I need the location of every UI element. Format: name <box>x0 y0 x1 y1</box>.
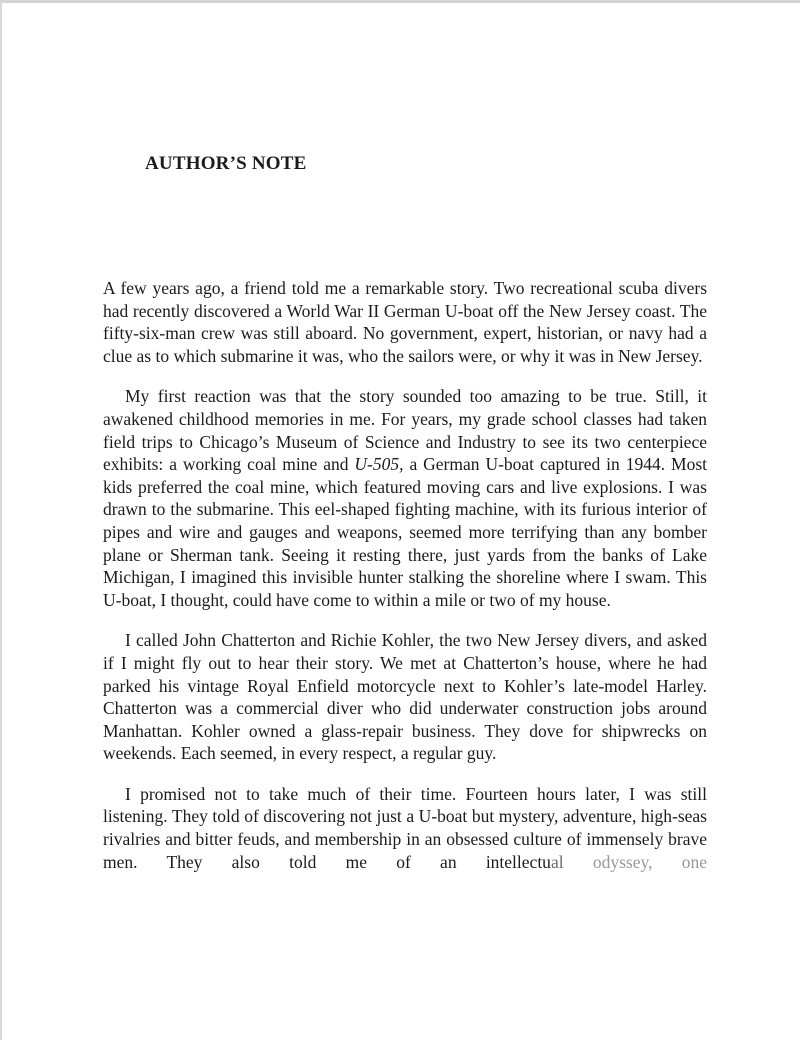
text-segment: I promised not to take much of their time. Fourteen hours later, I was still listening. They told of discovering not just a U-boat but mystery, adventure, high-seas rivalries and bitter feuds, and membership in an obsessed culture of immensely brave men. They also told me of an intellectu <box>103 783 707 872</box>
paragraph <box>103 629 707 765</box>
text-segment: A few years ago, a friend told me a remarkable story. Two recreational scuba divers had recently discovered a World War II German U-boat off the New Jersey coast. The fifty-six-man crew was still aboard. No government, expert, historian, or navy had a clue as to which submarine it was, who the sailors were, or why it was in New Jersey. <box>103 278 707 366</box>
text-segment-italic: U-505, <box>354 454 404 475</box>
text-segment: My first reaction was that the story sounded too amazing to be true. Still, it awakened childhood memories in me. For years, my grade school classes had taken field trips to Chicago’s Museum of Science and Industry to see its two centerpiece exhibits: a working coal mine and <box>103 386 707 475</box>
text-segment: I called John Chatterton and Richie Kohler, the two New Jersey divers, and asked if I might fly out to hear their story. We met at Chatterton’s house, where he had parked his vintage Royal Enfield motorcycle next to Kohler’s late-model Harley. Chatterton was a commercial diver who did underwater construction jobs around Manhattan. Kohler owned a glass-repair business. They dove for shipwrecks on weekends. Each seemed, in every respect, a regular guy. <box>103 630 707 764</box>
page-content <box>2 3 800 873</box>
page-heading: AUTHOR’S NOTE <box>145 153 307 174</box>
page-body <box>103 277 707 873</box>
text-segment-fade-mid: al <box>550 851 564 872</box>
paragraph <box>103 783 707 873</box>
text-segment-fade: odyssey, one <box>563 851 707 872</box>
text-segment: a German U-boat captured in 1944. Most kids preferred the coal mine, which featured moving cars and live explosions. I was drawn to the submarine. This eel-shaped fighting machine, with its furious interior of pipes and wire and gauges and weapons, seemed more terrifying than any bomber plane or Sherman tank. Seeing it resting there, just yards from the banks of Lake Michigan, I imagined this invisible hunter stalking the shoreline where I swam. This U-boat, I thought, could have come to within a mile or two of my house. <box>103 454 707 610</box>
paragraph <box>103 385 707 611</box>
paragraph <box>103 277 707 367</box>
